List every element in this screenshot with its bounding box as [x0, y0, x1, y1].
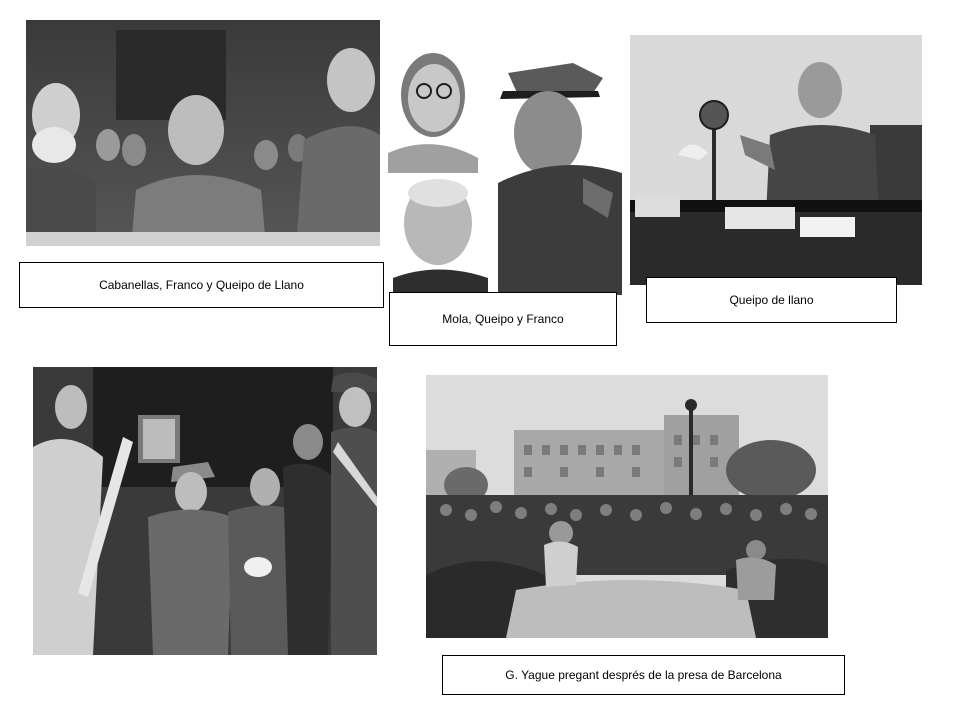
caption-yague: G. Yague pregant després de la presa de Barcelona [442, 655, 845, 695]
photo-cabanellas-franco-queipo [26, 20, 380, 246]
photo-officers-procession [33, 367, 377, 655]
caption-cabanellas-franco-queipo: Cabanellas, Franco y Queipo de Llano [19, 262, 384, 308]
photo-queipo-at-desk [630, 35, 922, 285]
photo-mola-queipo-franco [388, 33, 622, 295]
caption-queipo: Queipo de llano [646, 277, 897, 323]
photo-yague-barcelona-square [426, 375, 828, 638]
caption-mola-queipo-franco: Mola, Queipo y Franco [389, 292, 617, 346]
